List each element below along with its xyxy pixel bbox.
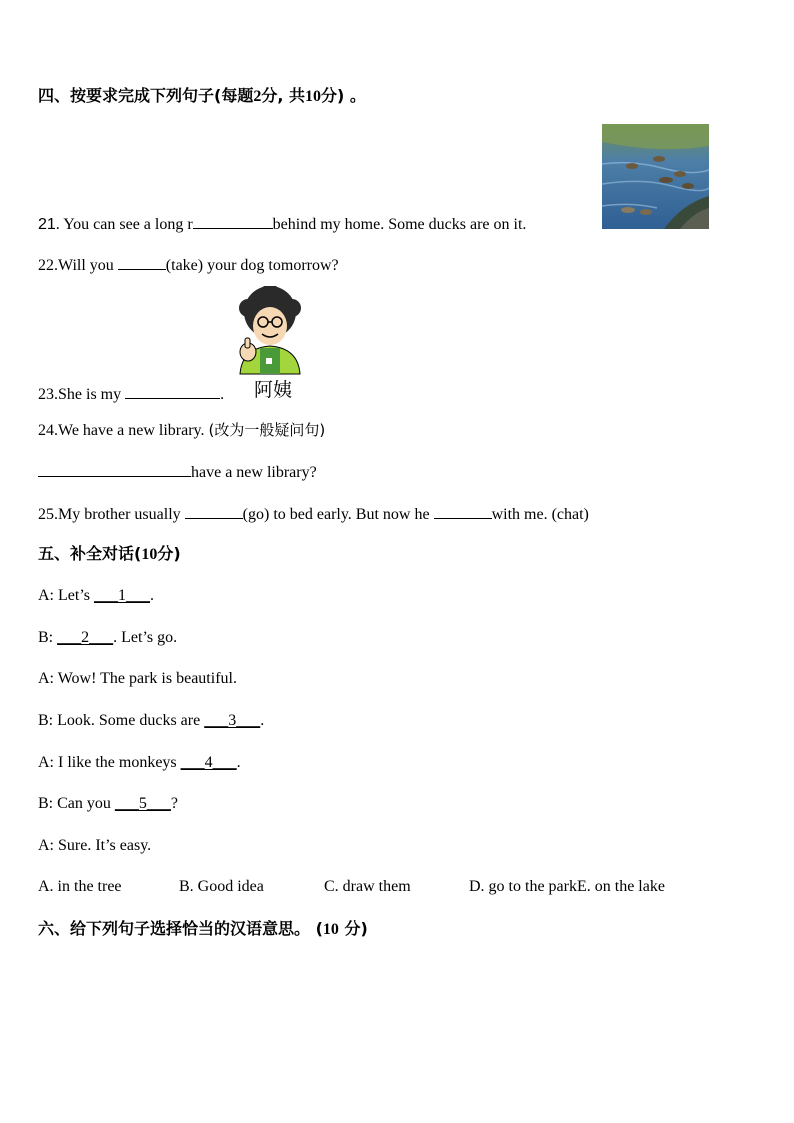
dialogue-line-4: B: Look. Some ducks are ___3___. bbox=[38, 712, 265, 729]
answer-blank-21[interactable] bbox=[193, 213, 273, 229]
dialogue-line-1: A: Let’s ___1___. bbox=[38, 587, 154, 604]
answer-blank-24[interactable] bbox=[38, 461, 191, 477]
dialogue-line-7: A: Sure. It’s easy. bbox=[38, 837, 152, 854]
dialogue-line-6: B: Can you ___5___? bbox=[38, 795, 178, 812]
question-22: 22.Will you (take) your dog tomorrow? bbox=[38, 254, 339, 276]
answer-blank-25a[interactable] bbox=[185, 503, 243, 519]
answer-blank-22[interactable] bbox=[118, 254, 166, 270]
question-24: 24.We have a new library. (改为一般疑问句) bbox=[38, 421, 326, 439]
option-b: B. Good idea bbox=[179, 878, 264, 895]
section-6-heading: 六、给下列句子选择恰当的汉语意思。 (10 分) bbox=[38, 919, 368, 938]
dialogue-blank-2[interactable]: ___2___ bbox=[57, 629, 114, 646]
aunt-image bbox=[234, 286, 312, 402]
aunt-caption: 阿姨 bbox=[254, 379, 293, 401]
question-23: 23.She is my . bbox=[38, 383, 224, 405]
question-21: 21. You can see a long r behind my home. Some ducks are on it. bbox=[38, 213, 526, 235]
option-d-e: D. go to the parkE. on the lake bbox=[469, 878, 665, 895]
section-4-heading: 四、按要求完成下列句子(每题2分, 共10分) 。 bbox=[38, 86, 366, 105]
dialogue-line-3: A: Wow! The park is beautiful. bbox=[38, 670, 237, 687]
question-24-answer-line: have a new library? bbox=[38, 461, 317, 483]
option-a: A. in the tree bbox=[38, 878, 122, 895]
section-5-heading: 五、补全对话(10分) bbox=[38, 544, 181, 563]
dialogue-line-2: B: ___2___. Let’s go. bbox=[38, 629, 178, 646]
answer-blank-25b[interactable] bbox=[434, 503, 492, 519]
answer-blank-23[interactable] bbox=[125, 383, 220, 399]
dialogue-blank-4[interactable]: ___4___ bbox=[180, 754, 237, 771]
dialogue-blank-3[interactable]: ___3___ bbox=[204, 712, 261, 729]
dialogue-line-5: A: I like the monkeys ___4___. bbox=[38, 754, 241, 771]
option-c: C. draw them bbox=[324, 878, 411, 895]
question-25: 25.My brother usually (go) to bed early. But now he with me. (chat) bbox=[38, 503, 589, 525]
lake-ducks-image bbox=[602, 124, 709, 229]
dialogue-blank-5[interactable]: ___5___ bbox=[114, 795, 171, 812]
dialogue-blank-1[interactable]: ___1___ bbox=[94, 587, 150, 604]
